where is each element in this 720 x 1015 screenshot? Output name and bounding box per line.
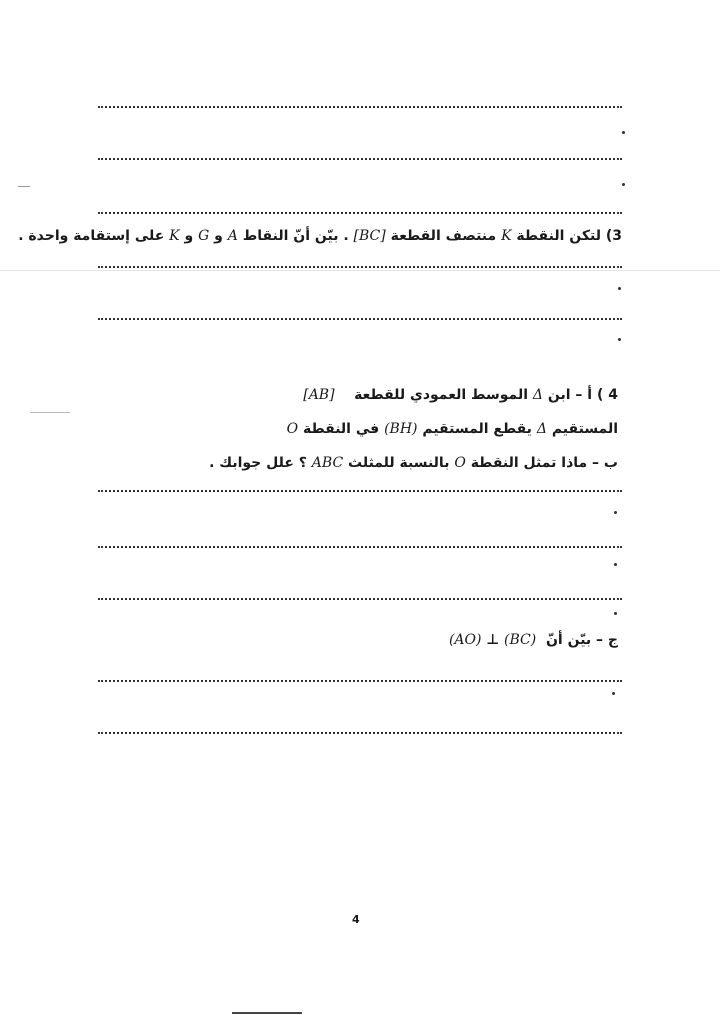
answer-line-dot — [618, 287, 621, 290]
exercise-4b-statement: ب – ماذا تمثل النقطة O بالنسبة للمثلث ABC ؟ علل جوابك . — [209, 455, 618, 471]
answer-line-1 — [98, 106, 622, 108]
answer-line-2 — [98, 158, 622, 160]
answer-line-dot — [614, 563, 617, 566]
exercise-number: 3 — [612, 228, 622, 244]
page-number: 4 — [352, 913, 360, 926]
answer-line-8 — [98, 598, 622, 600]
scan-mark-left — [18, 186, 30, 187]
answer-line-dot — [622, 131, 625, 134]
answer-line-10 — [98, 732, 622, 734]
scan-mark-left-2 — [30, 412, 70, 413]
answer-line-dot — [622, 183, 625, 186]
answer-line-9 — [98, 680, 622, 682]
answer-line-5 — [98, 318, 622, 320]
scan-mark-bottom — [232, 1012, 302, 1014]
exercise-4-line2: المستقيم Δ يقطع المستقيم (BH) في النقطة O — [286, 421, 618, 437]
answer-line-4 — [98, 266, 622, 268]
answer-line-dot — [614, 511, 617, 514]
exercise-3-statement: 3) لتكن النقطة K منتصف القطعة [BC] . بيّن أنّ النقاط A و G و K على إستقامة واحدة . — [18, 228, 622, 244]
answer-line-6 — [98, 490, 622, 492]
perpendicular-expression: (AO) ⊥ (BC) — [448, 632, 537, 648]
exercise-4a-statement: 4 ) أ – ابن Δ الموسط العمودي للقطعة [AB] — [303, 387, 618, 403]
answer-line-3 — [98, 212, 622, 214]
answer-line-dot — [612, 692, 615, 695]
answer-line-dot — [618, 338, 621, 341]
exercise-4c-statement: ج – بيّن أنّ (AO) ⊥ (BC) — [444, 632, 618, 648]
answer-line-dot — [614, 612, 617, 615]
scan-line-faint — [0, 270, 720, 271]
answer-line-7 — [98, 546, 622, 548]
